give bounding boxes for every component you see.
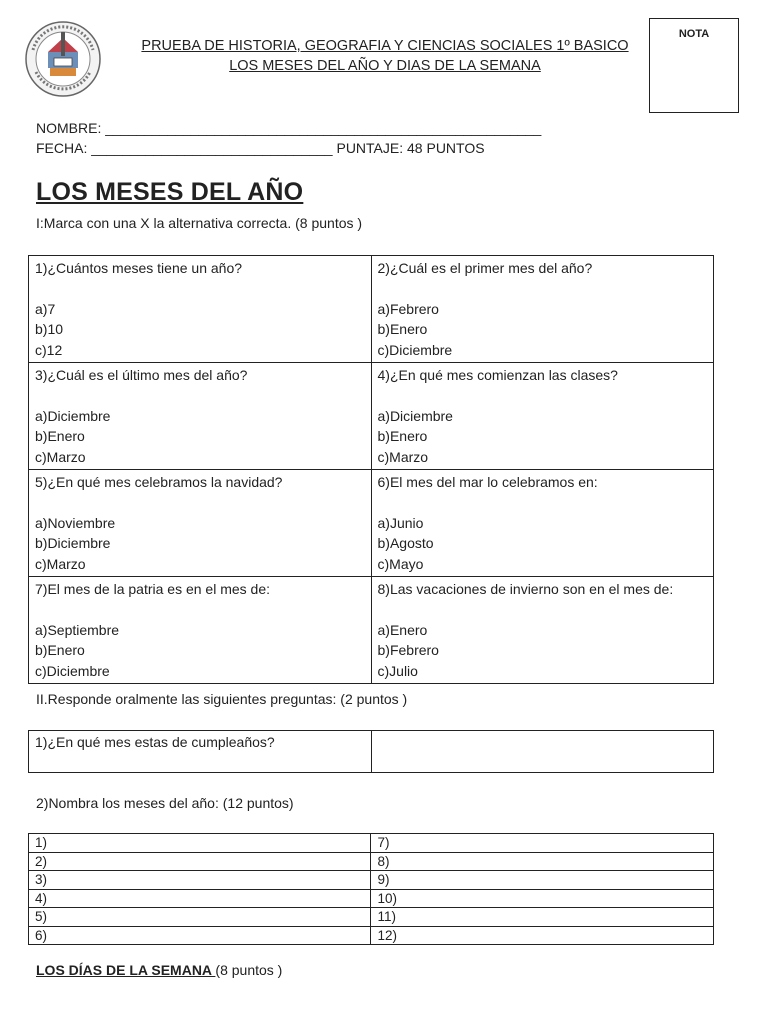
answer-option[interactable]: c)Julio [377, 662, 418, 679]
answer-option[interactable]: b)Agosto [377, 535, 434, 552]
question-cell [29, 256, 372, 363]
month-slot[interactable]: 10) [371, 889, 714, 908]
test-title-line-1: PRUEBA DE HISTORIA, GEOGRAFIA Y CIENCIAS SOCIALES 1º BASICO [141, 38, 629, 54]
birthday-table [28, 730, 714, 773]
month-slot[interactable]: 8) [371, 852, 714, 871]
month-row [29, 889, 714, 908]
birthday-question: 1)¿En qué mes estas de cumpleaños? [29, 731, 372, 773]
month-slot[interactable]: 7) [371, 834, 714, 853]
month-slot[interactable]: 1) [29, 834, 371, 853]
answer-option[interactable]: b)Enero [377, 428, 428, 445]
answer-option[interactable]: b)Diciembre [35, 535, 111, 552]
question-row [29, 256, 714, 363]
month-slot[interactable]: 12) [371, 926, 714, 945]
month-row [29, 908, 714, 927]
answer-option[interactable]: a)Septiembre [35, 621, 120, 638]
answer-option[interactable]: a)Diciembre [35, 407, 111, 424]
month-slot[interactable]: 3) [29, 871, 371, 890]
month-row [29, 852, 714, 871]
question-cell [371, 577, 714, 684]
answer-option[interactable]: c)Mayo [377, 555, 424, 572]
question-cell [371, 363, 714, 470]
grade-label: NOTA [678, 28, 710, 40]
questions-table [28, 255, 714, 684]
answer-option[interactable]: b)Enero [377, 321, 428, 338]
answer-option[interactable]: c)Marzo [377, 448, 429, 465]
school-logo [24, 20, 102, 98]
test-title-line-2: LOS MESES DEL AÑO Y DIAS DE LA SEMANA [229, 58, 541, 74]
month-slot[interactable]: 5) [29, 908, 371, 927]
answer-option[interactable]: b)Enero [35, 642, 85, 659]
question-text: 5)¿En qué mes celebramos la navidad? [35, 474, 283, 491]
answer-option[interactable]: b)Enero [35, 428, 85, 445]
question-row [29, 363, 714, 470]
answer-option[interactable]: a)Noviembre [35, 514, 116, 531]
birthday-answer-cell[interactable] [371, 731, 713, 773]
answer-option[interactable]: a)Enero [377, 621, 428, 638]
question-text: 6)El mes del mar lo celebramos en: [377, 474, 598, 491]
question-cell [371, 256, 714, 363]
month-row [29, 871, 714, 890]
month-slot[interactable]: 2) [29, 852, 371, 871]
question-cell [29, 470, 372, 577]
question-cell [371, 470, 714, 577]
question-text: 3)¿Cuál es el último mes del año? [35, 367, 248, 384]
months-table [28, 833, 714, 945]
date-score-field[interactable]: FECHA: _______________________________ PUNTAJE: 48 PUNTOS [36, 140, 485, 156]
months-instruction: 2)Nombra los meses del año: (12 puntos) [36, 795, 294, 811]
answer-option[interactable]: c)Marzo [35, 448, 86, 465]
month-slot[interactable]: 6) [29, 926, 371, 945]
question-row [29, 577, 714, 684]
question-row [29, 470, 714, 577]
grade-box[interactable] [649, 18, 739, 113]
month-row [29, 926, 714, 945]
question-cell [29, 363, 372, 470]
answer-option[interactable]: a)Febrero [377, 300, 439, 317]
question-text: 8)Las vacaciones de invierno son en el mes de: [377, 581, 674, 598]
answer-option[interactable]: b)10 [35, 321, 64, 338]
question-text: 2)¿Cuál es el primer mes del año? [377, 260, 593, 276]
month-slot[interactable]: 4) [29, 889, 371, 908]
answer-option[interactable]: a)7 [35, 300, 56, 317]
month-row [29, 834, 714, 853]
days-points: (8 puntos ) [215, 962, 283, 978]
section1-instruction: I:Marca con una X la alternativa correcta. (8 puntos ) [36, 215, 363, 231]
answer-option[interactable]: b)Febrero [377, 642, 439, 659]
answer-option[interactable]: a)Junio [377, 514, 424, 531]
section-heading-days [36, 962, 282, 978]
section2-instruction: II.Responde oralmente las siguientes preguntas: (2 puntos ) [36, 691, 408, 707]
answer-option[interactable]: a)Diciembre [377, 407, 453, 424]
answer-option[interactable]: c)12 [35, 341, 63, 358]
month-slot[interactable]: 9) [371, 871, 714, 890]
days-heading-text: LOS DÍAS DE LA SEMANA [36, 962, 216, 978]
answer-option[interactable]: c)Marzo [35, 555, 86, 572]
answer-option[interactable]: c)Diciembre [377, 341, 453, 358]
section-heading-months: LOS MESES DEL AÑO [36, 178, 304, 206]
name-field[interactable]: NOMBRE: ________________________________________________________ [36, 120, 542, 136]
question-cell [29, 577, 372, 684]
month-slot[interactable]: 11) [371, 908, 714, 927]
question-text: 4)¿En qué mes comienzan las clases? [377, 367, 618, 384]
question-text: 7)El mes de la patria es en el mes de: [35, 581, 271, 598]
question-text: 1)¿Cuántos meses tiene un año? [35, 260, 243, 276]
answer-option[interactable]: c)Diciembre [35, 662, 110, 679]
